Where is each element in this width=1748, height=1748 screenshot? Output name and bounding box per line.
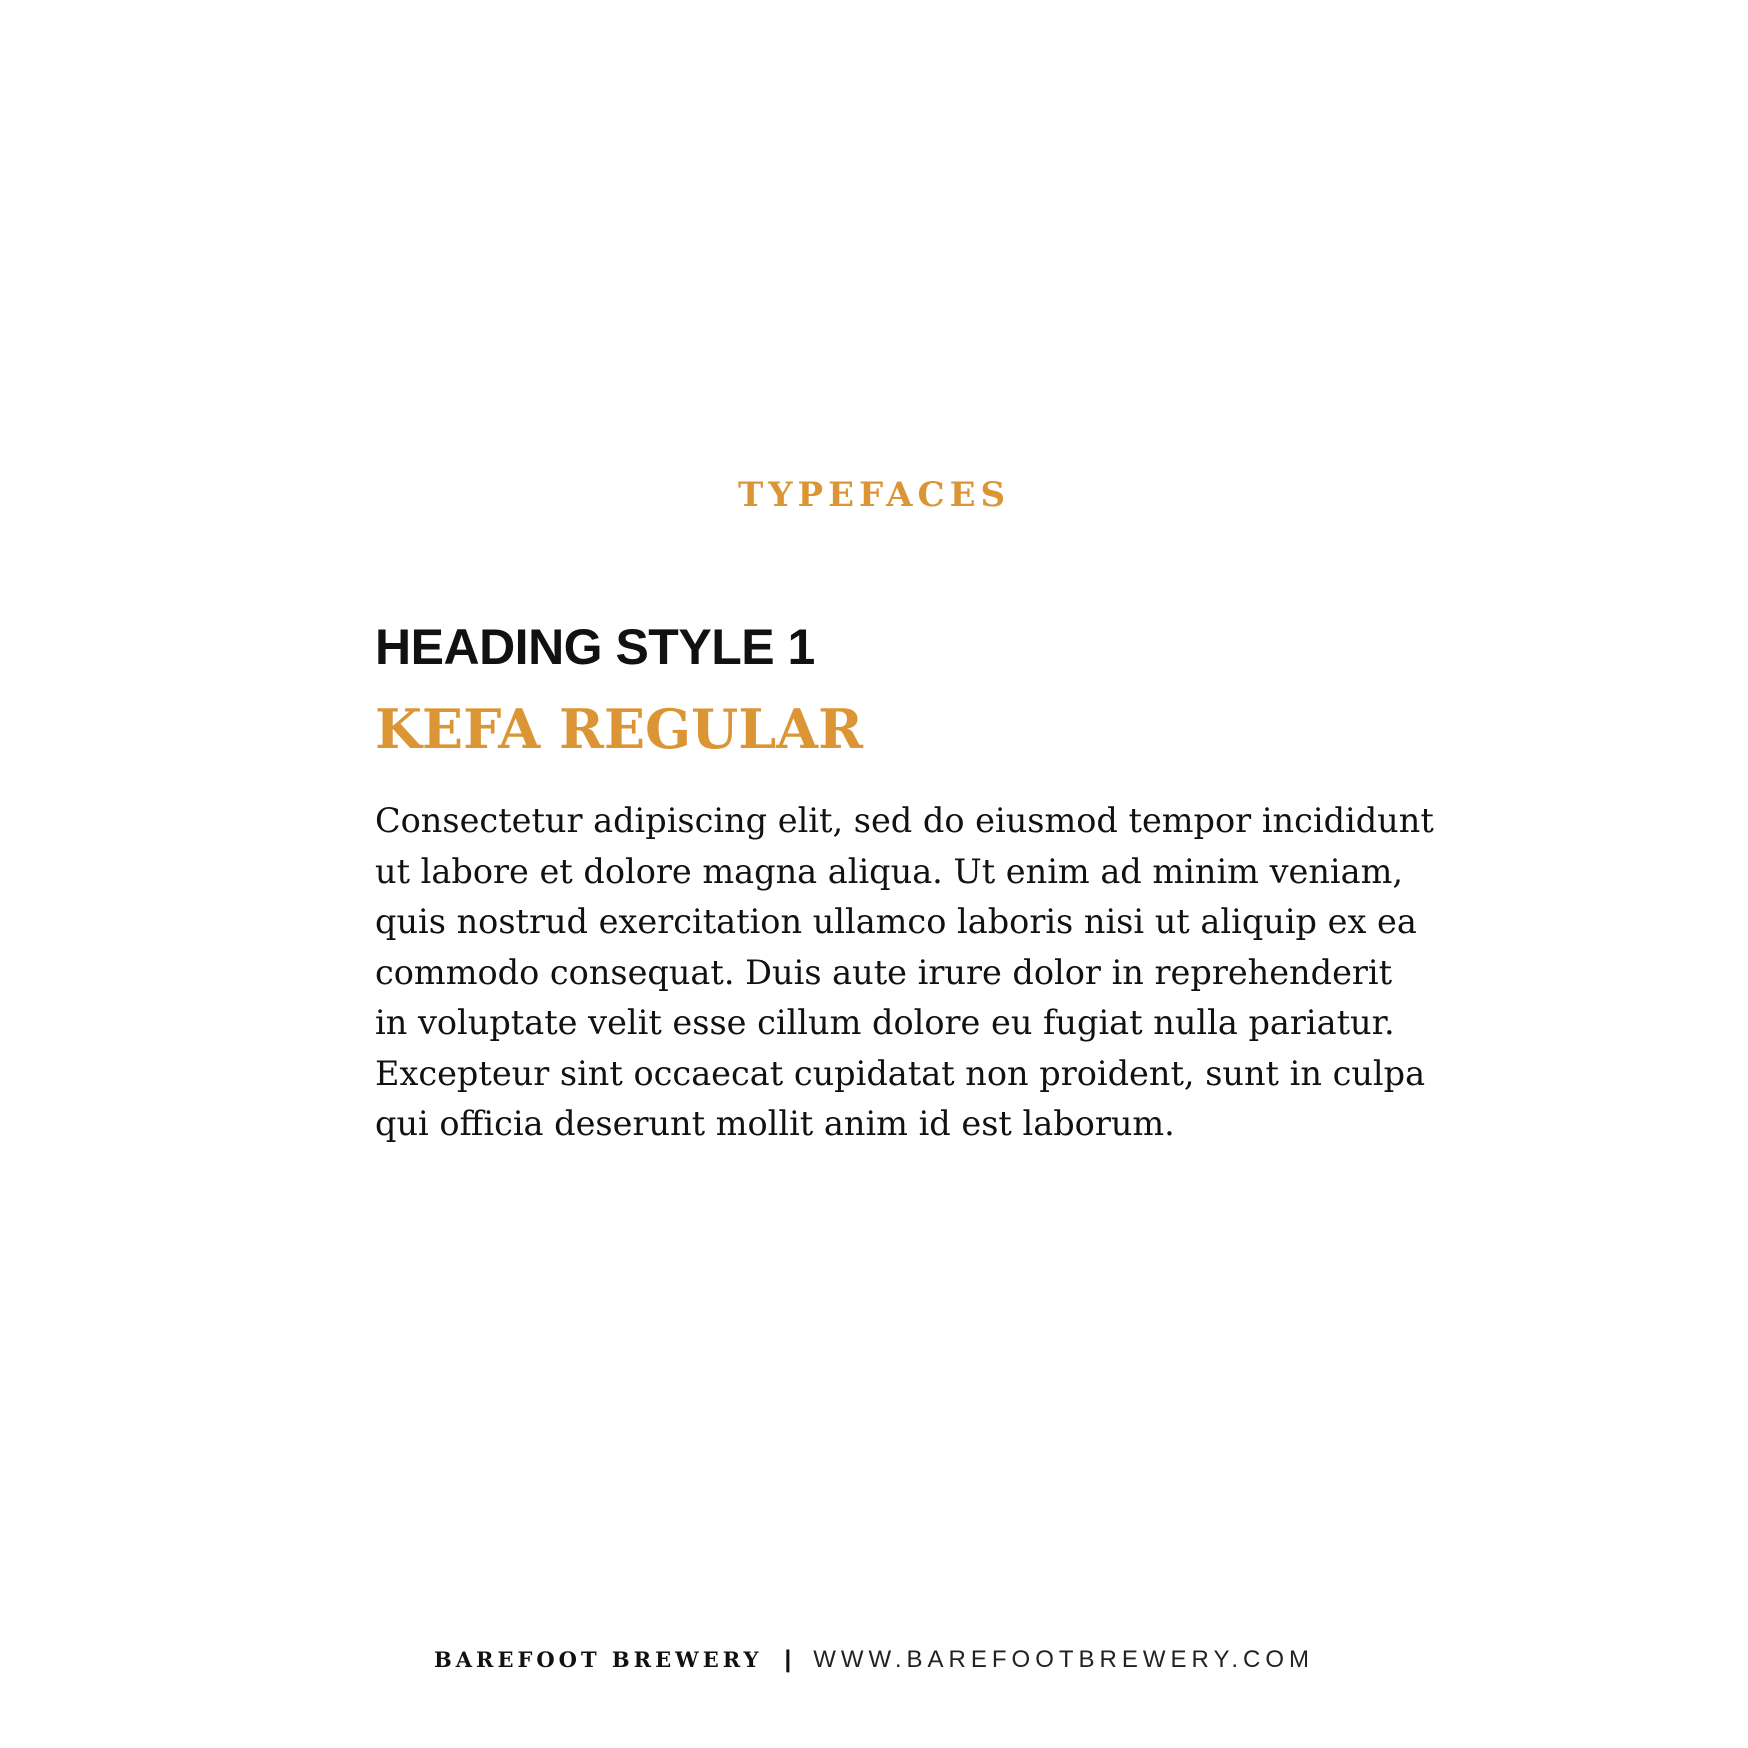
footer [0, 1648, 1748, 1672]
font-name-heading: KEFA REGULAR [375, 697, 863, 761]
typeface-specimen [375, 619, 1435, 1150]
footer-url: WWW.BAREFOOTBREWERY.COM [813, 1646, 1315, 1673]
sample-paragraph: Consectetur adipiscing elit, sed do eiusmod tempor incididunt ut labore et dolore magna aliqua. Ut enim ad minim veniam, quis nostrud exercitation ullamco laboris nisi ut aliquip ex ea commodo consequat. Duis aute irure dolor in reprehenderit in voluptate velit esse cillum dolore eu fugiat nulla pariatur. Excepteur sint occaecat cupidatat non proident, sunt in culpa qui officia deserunt mollit anim id est laborum. [375, 801, 1434, 1143]
style-name-heading: HEADING STYLE 1 [375, 619, 815, 675]
footer-separator: | [784, 1646, 792, 1673]
section-title: TYPEFACES [737, 475, 1011, 515]
footer-brand: BAREFOOT BREWERY [433, 1647, 763, 1672]
